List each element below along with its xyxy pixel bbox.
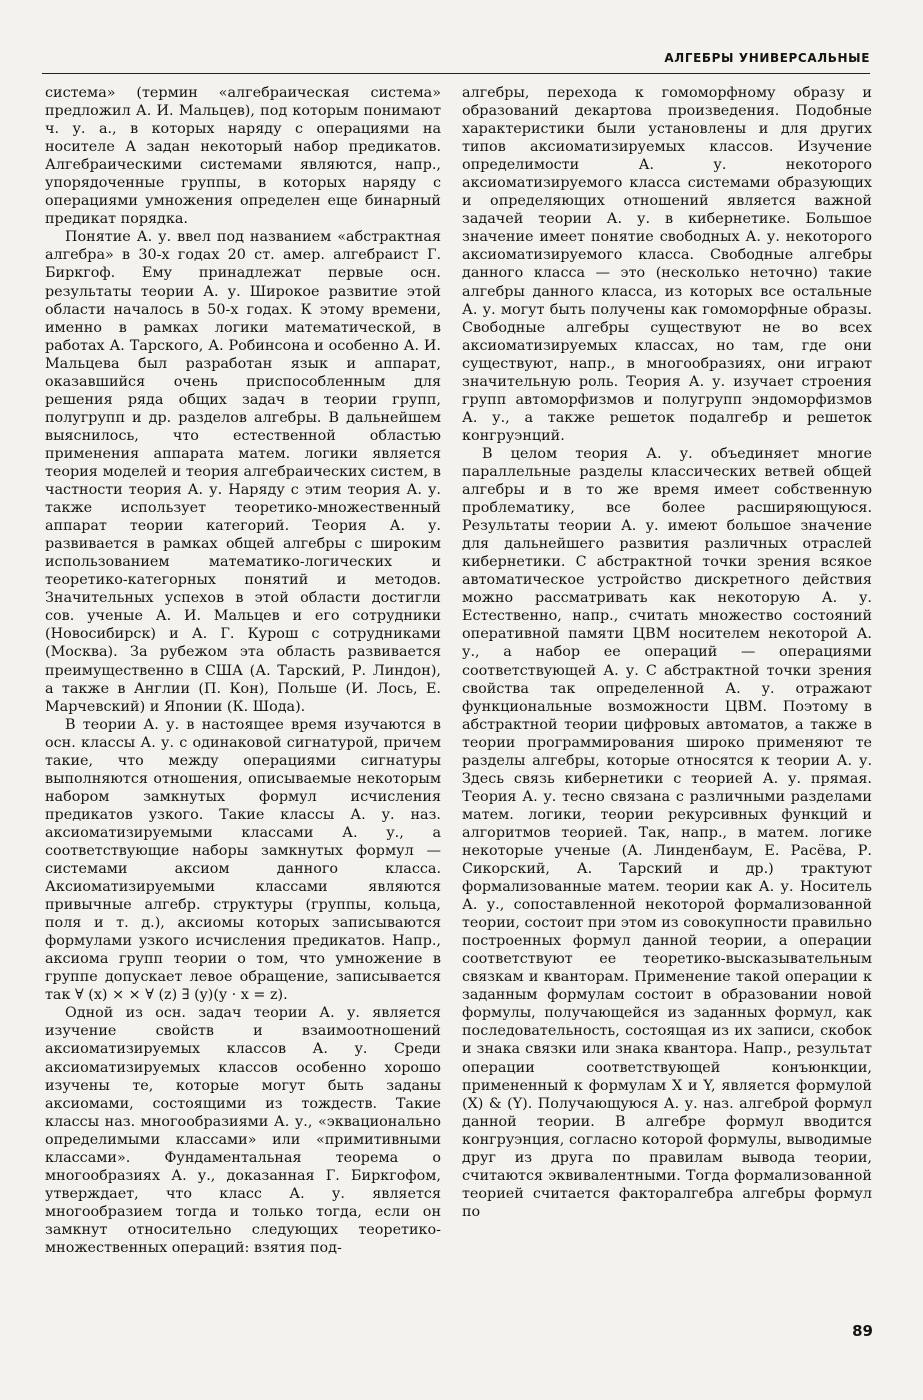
right-column (462, 84, 872, 1221)
paragraph: алгебры, перехода к гомоморфному образу и образований декартова произведения. Подобные характеристики были установлены и для других типов аксиоматизируемых классов. Изучение определимости А. у. некоторого аксиоматизируемого класса системами образующих и определяющих отношений является важной задачей теории А. у. в кибернетике. Большое значение имеет понятие свободных А. у. некоторого аксиоматизируемого класса. Свободные алгебры данного класса — это (несколько неточно) такие алгебры данного класса, из которых все остальные А. у. могут быть получены как гомоморфные образы. Свободные алгебры существуют не во всех аксиоматизируемых классах, но там, где они существуют, напр., в многообразиях, они играют значительную роль. Теория А. у. изучает строения групп автоморфизмов и полугрупп эндоморфизмов А. у., а также решеток подалгебр и решеток конгруэнций. (462, 85, 872, 444)
running-title: АЛГЕБРЫ УНИВЕРСАЛЬНЫЕ (664, 51, 870, 65)
paragraph: В целом теория А. у. объединяет многие параллельные разделы классических ветвей общей алгебры и в то же время имеет собственную проблематику, все более расширяющуюся. Результаты теории А. у. имеют большое значение для дальнейшего развития различных отраслей кибернетики. С абстрактной точки зрения всякое автоматическое устройство дискретного действия можно рассматривать как некоторую А. у. Естественно, напр., считать множество состояний оперативной памяти ЦВМ носителем некоторой А. у., а набор ее операций — операциями соответствующей А. у. С абстрактной точки зрения свойства так определенной А. у. отражают функциональные возможности ЦВМ. Поэтому в абстрактной теории цифровых автоматов, а также в теории программирования широко применяют те разделы алгебры, которые относятся к теории А. у. Здесь связь кибернетики с теорией А. у. прямая. Теория А. у. тесно связана с различными разделами матем. логики, теории рекурсивных функций и алгоритмов теорией. Так, напр., в матем. логике некоторые ученые (А. Линденбаум, Е. Расёва, Р. Сикорский, А. Тарский и др.) трактуют формализованные матем. теории как А. у. Носитель А. у., сопоставленной некоторой формализованной теории, состоит при этом из совокупности правильно построенных формул данной теории, а операции соответствуют ее теоретико-высказывательным связкам и кванторам. Применение такой операции к заданным формулам состоит в образовании новой формулы, получающейся из заданных формул, как последовательность, состоящая из их записи, скобок и знака связки или знака квантора. Напр., результат операции соответствующей конъюнкции, примененный к формулам X и Y, является формулой (X) & (Y). Получающуюся А. у. наз. алгеброй формул данной теории. В алгебре формул вводится конгруэнция, согласно которой формулы, выводимые друг из друга по правилам вывода теории, считаются эквивалентными. Тогда формализованной теорией считается факторалгебра алгебры формул по (462, 445, 872, 1220)
paragraph: Понятие А. у. ввел под названием «абстрактная алгебра» в 30-х годах 20 ст. амер. алгебраист Г. Биркгоф. Ему принадлежат первые осн. результаты теории А. у. Широкое развитие этой области началось в 50-х годах. К этому времени, именно в рамках логики математической, в работах А. Тарского, А. Робинсона и особенно А. И. Мальцева был разработан язык и аппарат, оказавшийся очень приспособленным для решения ряда общих задач в теории групп, полугрупп и др. разделов алгебры. В дальнейшем выяснилось, что естественной областью применения аппарата матем. логики является теория моделей и теория алгебраических систем, в частности теория А. у. Наряду с этим теория А. у. также использует теоретико-множественный аппарат теории категорий. Теория А. у. развивается в рамках общей алгебры с широким использованием математико-логических и теоретико-категорных понятий и методов. Значительных успехов в этой области достигли сов. ученые А. И. Мальцев и его сотрудники (Новосибирск) и А. Г. Курош с сотрудниками (Москва). За рубежом эта область развивается преимущественно в США (А. Тарский, Р. Линдон), а также в Англии (П. Кон), Польше (И. Лось, Е. Марчевский) и Японии (К. Шода). (45, 229, 441, 715)
paragraph: система» (термин «алгебраическая система» предложил А. И. Мальцев), под которым понимают ч. у. а., в которых наряду с операциями на носителе A задан некоторый набор предикатов. Алгебраическими системами являются, напр., упорядоченные группы, в которых наряду с операциями умножения определен еще бинарный предикат порядка. (45, 85, 441, 228)
page-number: 89 (852, 1322, 873, 1340)
paragraph: Одной из осн. задач теории А. у. является изучение свойств и взаимоотношений аксиоматизируемых классов А. у. Среди аксиоматизируемых классов особенно хорошо изучены те, которые могут быть заданы аксиомами, состоящими из тождеств. Такие классы наз. многообразиями А. у., «эквационально определимыми классами» или «примитивными классами». Фундаментальная теорема о многообразиях А. у., доказанная Г. Биркгофом, утверждает, что класс А. у. является многообразием тогда и только тогда, если он замкнут относительно следующих теоретико-множественных операций: взятия под- (45, 1005, 441, 1256)
page-header (42, 45, 870, 74)
left-column (45, 84, 441, 1257)
paragraph: В теории А. у. в настоящее время изучаются в осн. классы А. у. с одинаковой сигнатурой, причем такие, что между операциями сигнатуры выполняются отношения, описываемые некоторым набором замкнутых формул исчисления предикатов узкого. Такие классы А. у. наз. аксиоматизируемыми классами А. у., а соответствующие наборы замкнутых формул — системами аксиом данного класса. Аксиоматизируемыми классами являются привычные алгебр. структуры (группы, кольца, поля и т. д.), аксиомы которых записываются формулами узкого исчисления предикатов. Напр., аксиома групп теории о том, что умножение в группе допускает левое обращение, записывается так ∀ (x) × × ∀ (z) ∃ (y)(y · x = z). (45, 716, 441, 1004)
